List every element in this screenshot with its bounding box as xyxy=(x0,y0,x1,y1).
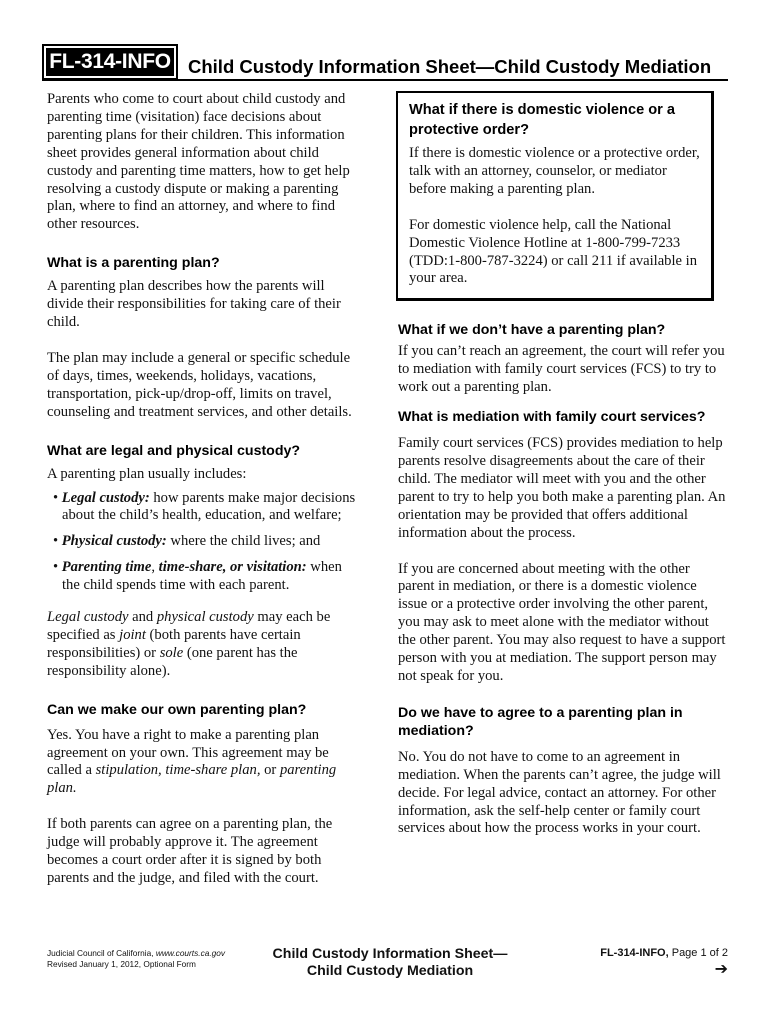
dv-paragraph-2: For domestic violence help, call the National Domestic Violence Hotline at 1-800-799-7233 (TDD:1-800-787-3224) or call 211 if available in your area. xyxy=(409,216,698,287)
form-number-badge: FL-314-INFO xyxy=(42,44,178,80)
term-joint: joint xyxy=(119,626,146,643)
footer-title xyxy=(255,946,525,980)
heading-no-parenting-plan: What if we don’t have a parenting plan? xyxy=(398,322,666,339)
bullet-parenting-time xyxy=(47,559,359,595)
footer-revised: Revised January 1, 2012, Optional Form xyxy=(47,959,196,969)
title-rule xyxy=(42,79,728,81)
text: may each be specified as xyxy=(47,609,331,643)
bullet-term: time-share, or visitation: xyxy=(158,559,307,576)
text: (both parents have certain responsibilities) or xyxy=(47,626,301,661)
heading-own-parenting-plan: Can we make our own parenting plan? xyxy=(47,701,307,718)
footer-council-info xyxy=(47,948,225,970)
bullet-physical-custody xyxy=(47,533,359,551)
text: Yes. You have a right to make a parenting plan agreement on your own. This agreement may be called a xyxy=(47,726,329,779)
footer-title-line-1: Child Custody Information Sheet— xyxy=(272,946,508,962)
footer-page-info xyxy=(600,946,728,977)
bullet-term: Physical custody: xyxy=(61,533,167,550)
footer-page-number: Page 1 of 2 xyxy=(668,947,728,959)
dv-paragraph-1: If there is domestic violence or a protective order, talk with an attorney, counselor, or mediator before making a parenting plan. xyxy=(409,145,700,197)
bullet-text: how parents make major decisions about the child’s health, education, and welfare; xyxy=(62,489,356,524)
bullet-legal-custody xyxy=(47,490,359,526)
plan-paragraph-2: The plan may include a general or specific schedule of days, times, weekends, holidays, vacations, transportation, pick-up/drop-off, limits on travel, counseling and treatment services, and other details. xyxy=(47,349,352,420)
heading-mediation-fcs: What is mediation with family court services? xyxy=(398,409,706,426)
left-column xyxy=(47,91,359,888)
right-column xyxy=(398,91,728,838)
next-page-arrow-icon: ➔ xyxy=(714,961,728,978)
plan-paragraph-1: A parenting plan describes how the parents will divide their responsibilities for taking care of their child. xyxy=(47,278,341,331)
agree-paragraph: No. You do not have to come to an agreement in mediation. When the parents can’t agree, the judge will decide. For legal advice, contact an attorney. For other information, ask the self-help center or family court services about how the process works in your court. xyxy=(398,748,721,837)
footer-council: Judicial Council of California, xyxy=(47,948,156,958)
bullet-glyph: • xyxy=(53,559,62,576)
own-plan-paragraph-2: If both parents can agree on a parenting plan, the judge will probably approve it. The agreement becomes a court order after it is signed by both parents and the judge, and filed with the court. xyxy=(47,816,333,886)
text: (one parent has the responsibility alone). xyxy=(47,644,298,679)
text: and xyxy=(128,609,157,626)
intro-paragraph: Parents who come to court about child custody and parenting time (visitation) face decisions about parenting plans for their children. This information sheet provides general information about child custody and parenting time matters, how to get help resolving a custody dispute or making a parenting plan, where to find an attorney, and where to find other resources. xyxy=(47,91,350,233)
bullet-term: Legal custody: xyxy=(61,489,150,506)
text: or xyxy=(260,762,280,779)
term-physical-custody: physical custody xyxy=(156,609,254,626)
term-parenting-plan: parenting plan. xyxy=(47,762,337,797)
footer-title-line-2: Child Custody Mediation xyxy=(306,963,474,979)
bullet-glyph: • xyxy=(53,533,62,550)
no-plan-paragraph: If you can’t reach an agreement, the court will refer you to mediation with family court services (FCS) to try to work out a parenting plan. xyxy=(398,343,725,396)
heading-parenting-plan: What is a parenting plan? xyxy=(47,255,220,272)
bullet-glyph: • xyxy=(53,489,62,506)
footer-council-line xyxy=(47,948,225,959)
bullet-term: Parenting time xyxy=(61,559,152,576)
own-plan-paragraph-1 xyxy=(47,727,359,799)
heading-legal-physical-custody: What are legal and physical custody? xyxy=(47,442,301,459)
term-sole: sole xyxy=(159,644,184,661)
joint-sole-paragraph xyxy=(47,609,359,681)
fcs-paragraph-1: Family court services (FCS) provides mediation to help parents resolve disagreements about the care of their child. The mediator will meet with you and the other parent to try to help you both make a parenting plan. An orientation may be provided that offers additional information about the process. xyxy=(398,435,726,541)
bullet-text: when the child spends time with each parent. xyxy=(62,559,342,594)
heading-domestic-violence: What if there is domestic violence or a protective order? xyxy=(409,102,676,138)
domestic-violence-box xyxy=(396,91,714,301)
footer-website-link[interactable]: www.courts.ca.gov xyxy=(155,948,226,958)
term-stipulation: stipulation, time-share plan, xyxy=(95,762,261,779)
bullet-text: where the child lives; and xyxy=(170,533,321,550)
footer-form-number: FL-314-INFO, xyxy=(600,947,669,959)
document-title: Child Custody Information Sheet—Child Custody Mediation xyxy=(188,56,712,77)
fcs-paragraph-2: If you are concerned about meeting with the other parent in mediation, or there is a domestic violence issue or a protective order involving the other parent, you may ask to meet alone with the mediator without the other parent. You may also request to have a support person with you at mediation. The support person may not speak for you. xyxy=(398,560,726,684)
term-legal-custody: Legal custody xyxy=(47,609,129,626)
bullet-separator: , xyxy=(151,559,159,576)
heading-agree-mediation: Do we have to agree to a parenting plan in mediation? xyxy=(398,704,683,739)
custody-intro: A parenting plan usually includes: xyxy=(47,465,247,482)
